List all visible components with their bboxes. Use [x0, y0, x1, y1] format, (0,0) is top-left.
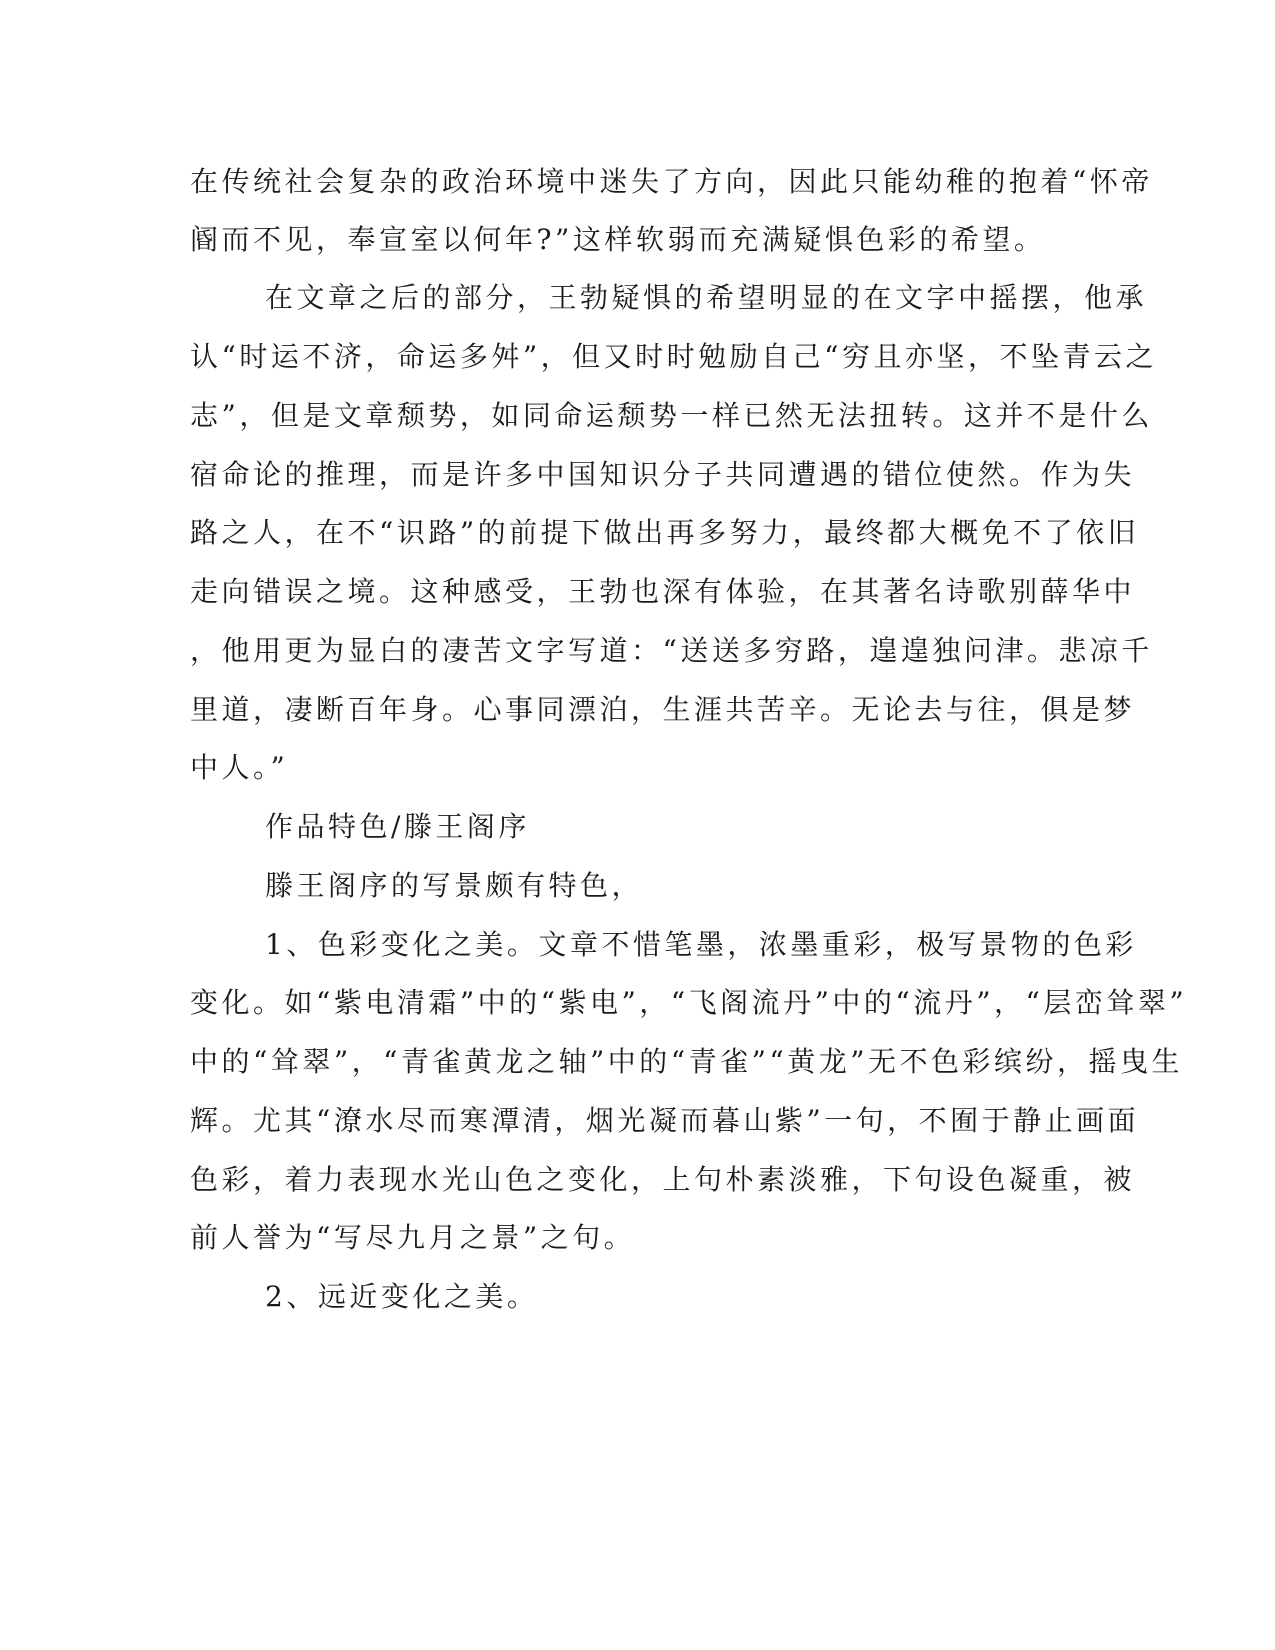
text-line: 认“时运不济，命运多舛”，但又时时勉励自己“穷且亦坚，不坠青云之 — [190, 340, 1157, 373]
text-line: 辉。尤其“潦水尽而寒潭清，烟光凝而暮山紫”一句，不囿于静止画面 — [190, 1104, 1140, 1137]
text-line: 宿命论的推理，而是许多中国知识分子共同遭遇的错位使然。作为失 — [190, 458, 1136, 491]
text-line: 路之人，在不“识路”的前提下做出再多努力，最终都大概免不了依旧 — [190, 516, 1140, 549]
list-item-1: 1、色彩变化之美。文章不惜笔墨，浓墨重彩，极写景物的色彩 — [265, 928, 1137, 961]
text-line: 变化。如“紫电清霜”中的“紫电”，“飞阁流丹”中的“流丹”，“层峦耸翠” — [190, 986, 1188, 1019]
text-line: 走向错误之境。这种感受，王勃也深有体验，在其著名诗歌别薛华中 — [190, 575, 1136, 608]
text-line: 色彩，着力表现水光山色之变化，上句朴素淡雅，下句设色凝重，被 — [190, 1163, 1136, 1196]
paragraph-start-line: 滕王阁序的写景颇有特色， — [265, 869, 644, 902]
text-line: 在传统社会复杂的政治环境中迷失了方向，因此只能幼稚的抱着“怀帝 — [190, 165, 1153, 198]
text-line: 志”，但是文章颓势，如同命运颓势一样已然无法扭转。这并不是什么 — [190, 399, 1153, 432]
list-item-2: 2、远近变化之美。 — [265, 1280, 539, 1313]
text-line: 阍而不见，奉宣室以何年?”这样软弱而充满疑惧色彩的希望。 — [190, 223, 1046, 256]
text-line: ，他用更为显白的凄苦文字写道：“送送多穷路，遑遑独问津。悲凉千 — [190, 634, 1153, 667]
paragraph-start-line: 在文章之后的部分，王勃疑惧的希望明显的在文字中摇摆，他承 — [265, 281, 1148, 314]
text-line: 中的“耸翠”，“青雀黄龙之轴”中的“青雀”“黄龙”无不色彩缤纷，摇曳生 — [190, 1045, 1184, 1078]
section-heading: 作品特色/滕王阁序 — [265, 810, 530, 843]
text-line: 中人。” — [190, 751, 289, 784]
text-line: 前人誉为“写尽九月之景”之句。 — [190, 1221, 636, 1254]
text-line: 里道，凄断百年身。心事同漂泊，生涯共苦辛。无论去与往，俱是梦 — [190, 693, 1136, 726]
